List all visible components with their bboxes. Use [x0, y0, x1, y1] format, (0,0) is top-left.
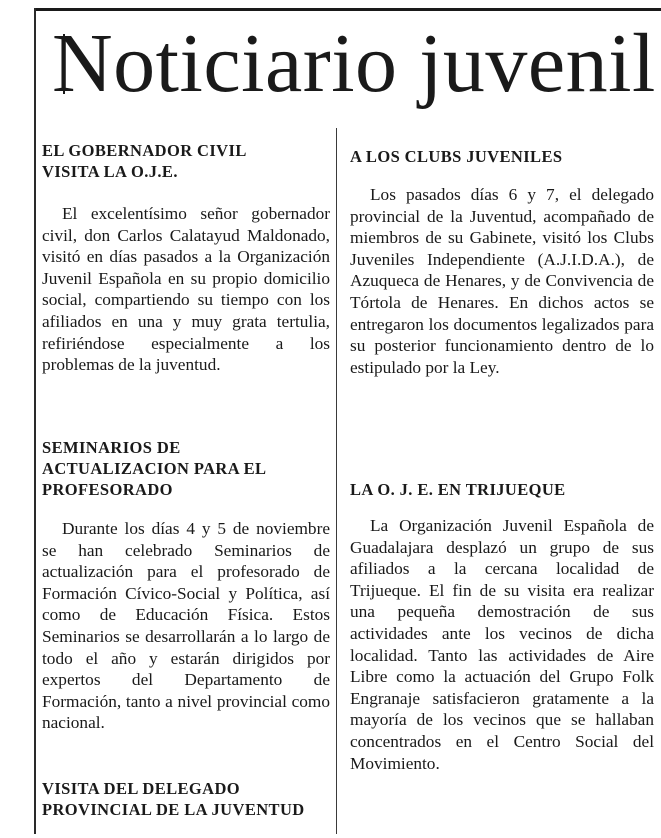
article-clubs-body: Los pasados días 6 y 7, el delegado provincial de la Juventud, acompañado de miembros de su Gabinete, visitó los Clubs Juveniles Independiente (A.J.I.D.A.), de Azuqueca de Henares, y de Convivencia de Tórtola de Henares. En dichos actos se entregaron los documentos legalizados para su posterior funcionamiento dentro de lo estipulado por la Ley. [350, 185, 654, 377]
page-title: Noticiario juvenil [52, 17, 656, 110]
article-trijueque-body: La Organización Juvenil Española de Guadalajara desplazó un grupo de sus afiliados a la cercana localidad de Trijueque. El fin de su visita era realizar una pequeña demostración de sus actividades ante los vecinos de dicha localidad. Tanto las actividades de Aire Libre como la actuación del Grupo Folk Engranaje satisfacieron gratamente a la mayoría de los vecinos que se hallaban concentrados en el Centro Social del Movimiento. [350, 516, 654, 773]
headline-visita-delegado: VISITA DEL DELEGADO PROVINCIAL DE LA JUVENTUD [42, 779, 305, 819]
headline-seminarios: SEMINARIOS DE ACTUALIZACION PARA EL PROFESORADO [42, 438, 267, 499]
column-divider [336, 128, 337, 834]
article-gobernador-body: El excelentísimo señor gobernador civil, don Carlos Calatayud Maldonado, visitó en días pasados a la Organización Juvenil Española en su propio domicilio social, compartiendo su tiempo con los afiliados en una y muy grata tertulia, refiriéndose especialmente a los problemas de la juventud. [42, 204, 330, 375]
left-border-rule [34, 8, 36, 834]
top-rule [34, 8, 661, 11]
headline-clubs: A LOS CLUBS JUVENILES [350, 147, 563, 166]
article-seminarios-body: Durante los días 4 y 5 de noviembre se han celebrado Seminarios de actualización para el profesorado de Formación Cívico-Social y Política, así como de Educación Física. Estos Seminarios se desarrollarán a lo largo de todo el año y estarán dirigidos por expertos del Departamento de Formación, tanto a nivel provincial como nacional. [42, 519, 330, 733]
headline-trijueque: LA O. J. E. EN TRIJUEQUE [350, 480, 566, 499]
headline-gobernador: EL GOBERNADOR CIVIL VISITA LA O.J.E. [42, 141, 247, 181]
